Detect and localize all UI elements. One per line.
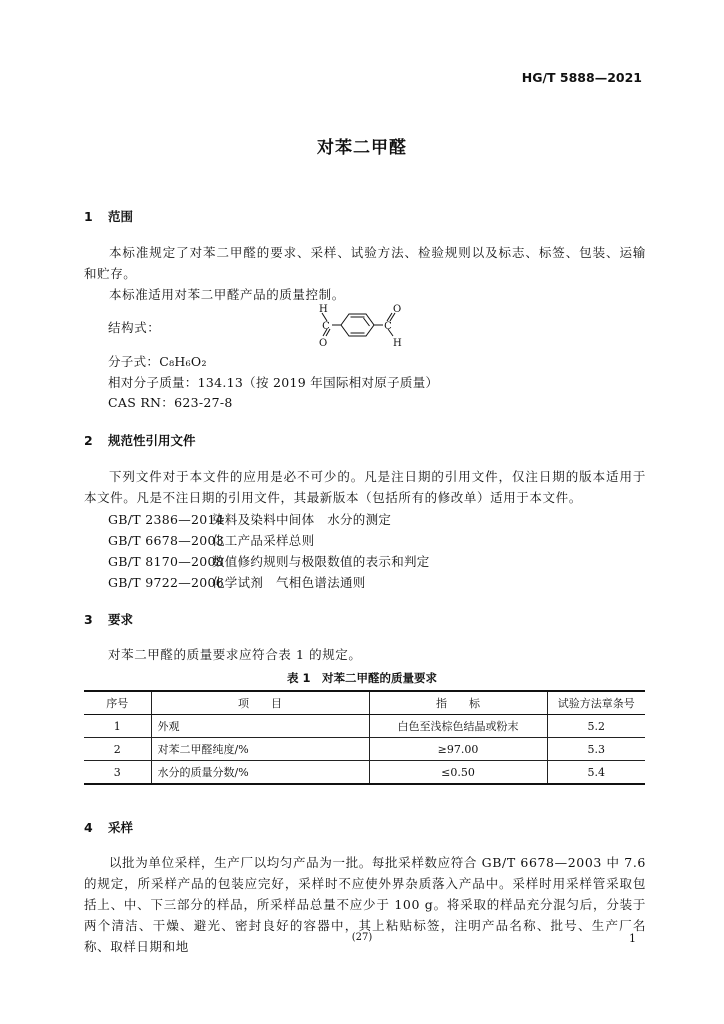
molar-mass-line bbox=[108, 373, 438, 391]
reference-title: 化工产品采样总则 bbox=[212, 533, 315, 548]
table-cell: 对苯二甲醛纯度/% bbox=[151, 738, 369, 761]
quality-requirements-table bbox=[84, 690, 645, 785]
section-number: 1 bbox=[84, 209, 93, 224]
molar-mass-value: 134.13（按 2019 年国际相对原子质量） bbox=[197, 375, 439, 390]
formula-line bbox=[108, 352, 207, 370]
reference-item bbox=[108, 510, 391, 528]
column-header: 项 目 bbox=[151, 691, 369, 715]
reference-item bbox=[108, 531, 314, 549]
hydrogen-left: H bbox=[319, 304, 328, 315]
reference-item bbox=[108, 573, 366, 591]
cas-label: CAS RN： bbox=[108, 395, 175, 410]
formula-value: C₈H₆O₂ bbox=[159, 354, 207, 369]
table-cell: ≤0.50 bbox=[369, 761, 547, 785]
document-title: 对苯二甲醛 bbox=[317, 138, 407, 158]
section-1-heading bbox=[84, 207, 133, 225]
reference-code: GB/T 6678—2003 bbox=[108, 533, 225, 548]
reference-title: 数值修约规则与极限数值的表示和判定 bbox=[212, 554, 430, 569]
scope-paragraph-2: 本标准适用对苯二甲醛产品的质量控制。 bbox=[109, 287, 345, 302]
section-number: 4 bbox=[84, 820, 93, 835]
section-3-heading bbox=[84, 610, 133, 628]
formula-label: 分子式： bbox=[108, 354, 160, 369]
table-cell: 5.3 bbox=[547, 738, 645, 761]
hydrogen-right: H bbox=[393, 338, 402, 349]
scope-paragraph-1: 本标准规定了对苯二甲醛的要求、采样、试验方法、检验规则以及标志、标签、包装、运输和贮存。 bbox=[84, 245, 646, 281]
table-cell: 1 bbox=[84, 715, 151, 738]
section-number: 2 bbox=[84, 433, 93, 448]
reference-code: GB/T 8170—2008 bbox=[108, 554, 225, 569]
table-cell: 5.4 bbox=[547, 761, 645, 785]
reference-title: 染料及染料中间体 水分的测定 bbox=[212, 512, 392, 527]
table-cell: 3 bbox=[84, 761, 151, 785]
table-row bbox=[84, 715, 645, 738]
column-header: 序号 bbox=[84, 691, 151, 715]
section-title: 采样 bbox=[108, 820, 134, 835]
section-title: 规范性引用文件 bbox=[108, 433, 196, 448]
standard-number: HG/T 5888—2021 bbox=[521, 70, 642, 85]
section-2-heading bbox=[84, 431, 196, 449]
table-caption: 表 1 对苯二甲醛的质量要求 bbox=[286, 671, 437, 685]
table-cell: 白色至浅棕色结晶或粉末 bbox=[369, 715, 547, 738]
molar-mass-label: 相对分子质量： bbox=[108, 375, 198, 390]
column-header: 试验方法章条号 bbox=[547, 691, 645, 715]
oxygen-right: O bbox=[393, 304, 402, 315]
normative-intro: 下列文件对于本文件的应用是必不可少的。凡是注日期的引用文件，仅注日期的版本适用于本文件。凡是不注日期的引用文件，其最新版本（包括所有的修改单）适用于本文件。 bbox=[84, 469, 646, 505]
sampling-paragraph: 以批为单位采样，生产厂以均匀产品为一批。每批采样数应符合 GB/T 6678—2003 中 7.6 的规定，所采样产品的包装应完好，采样时不应使外界杂质落入产品中。采样时用采样管采取包括上、中、下三部分的样品，所采样品总量不应少于 100 g。将采取的样品充分混匀后，分装于两个清洁、干燥、避光、密封良好的容器中，其上粘贴标签，注明产品名称、批号、生产厂名称、取样日期和地 bbox=[84, 855, 646, 954]
cas-line bbox=[108, 393, 233, 411]
section-title: 范围 bbox=[108, 209, 134, 224]
reference-code: GB/T 2386—2014 bbox=[108, 512, 225, 527]
reference-title: 化学试剂 气相色谱法通则 bbox=[212, 575, 366, 590]
table-row bbox=[84, 738, 645, 761]
cas-value: 623-27-8 bbox=[174, 395, 233, 410]
table-row bbox=[84, 761, 645, 785]
table-cell: 外观 bbox=[151, 715, 369, 738]
svg-text:C: C bbox=[322, 321, 330, 332]
oxygen-left: O bbox=[319, 338, 328, 349]
reference-item bbox=[108, 552, 430, 570]
section-number: 3 bbox=[84, 612, 93, 627]
terephthalaldehyde-structure bbox=[304, 302, 414, 350]
reference-code: GB/T 9722—2006 bbox=[108, 575, 225, 590]
table-cell: ≥97.00 bbox=[369, 738, 547, 761]
table-header-row bbox=[84, 691, 645, 715]
requirements-intro: 对苯二甲醛的质量要求应符合表 1 的规定。 bbox=[108, 647, 362, 662]
folio-number: (27) bbox=[351, 932, 373, 943]
table-cell: 水分的质量分数/% bbox=[151, 761, 369, 785]
svg-text:C: C bbox=[384, 321, 392, 332]
table-cell: 2 bbox=[84, 738, 151, 761]
column-header: 指 标 bbox=[369, 691, 547, 715]
page-number: 1 bbox=[629, 932, 636, 945]
section-title: 要求 bbox=[108, 612, 134, 627]
section-4-heading bbox=[84, 818, 133, 836]
table-cell: 5.2 bbox=[547, 715, 645, 738]
structure-label: 结构式： bbox=[108, 320, 161, 335]
